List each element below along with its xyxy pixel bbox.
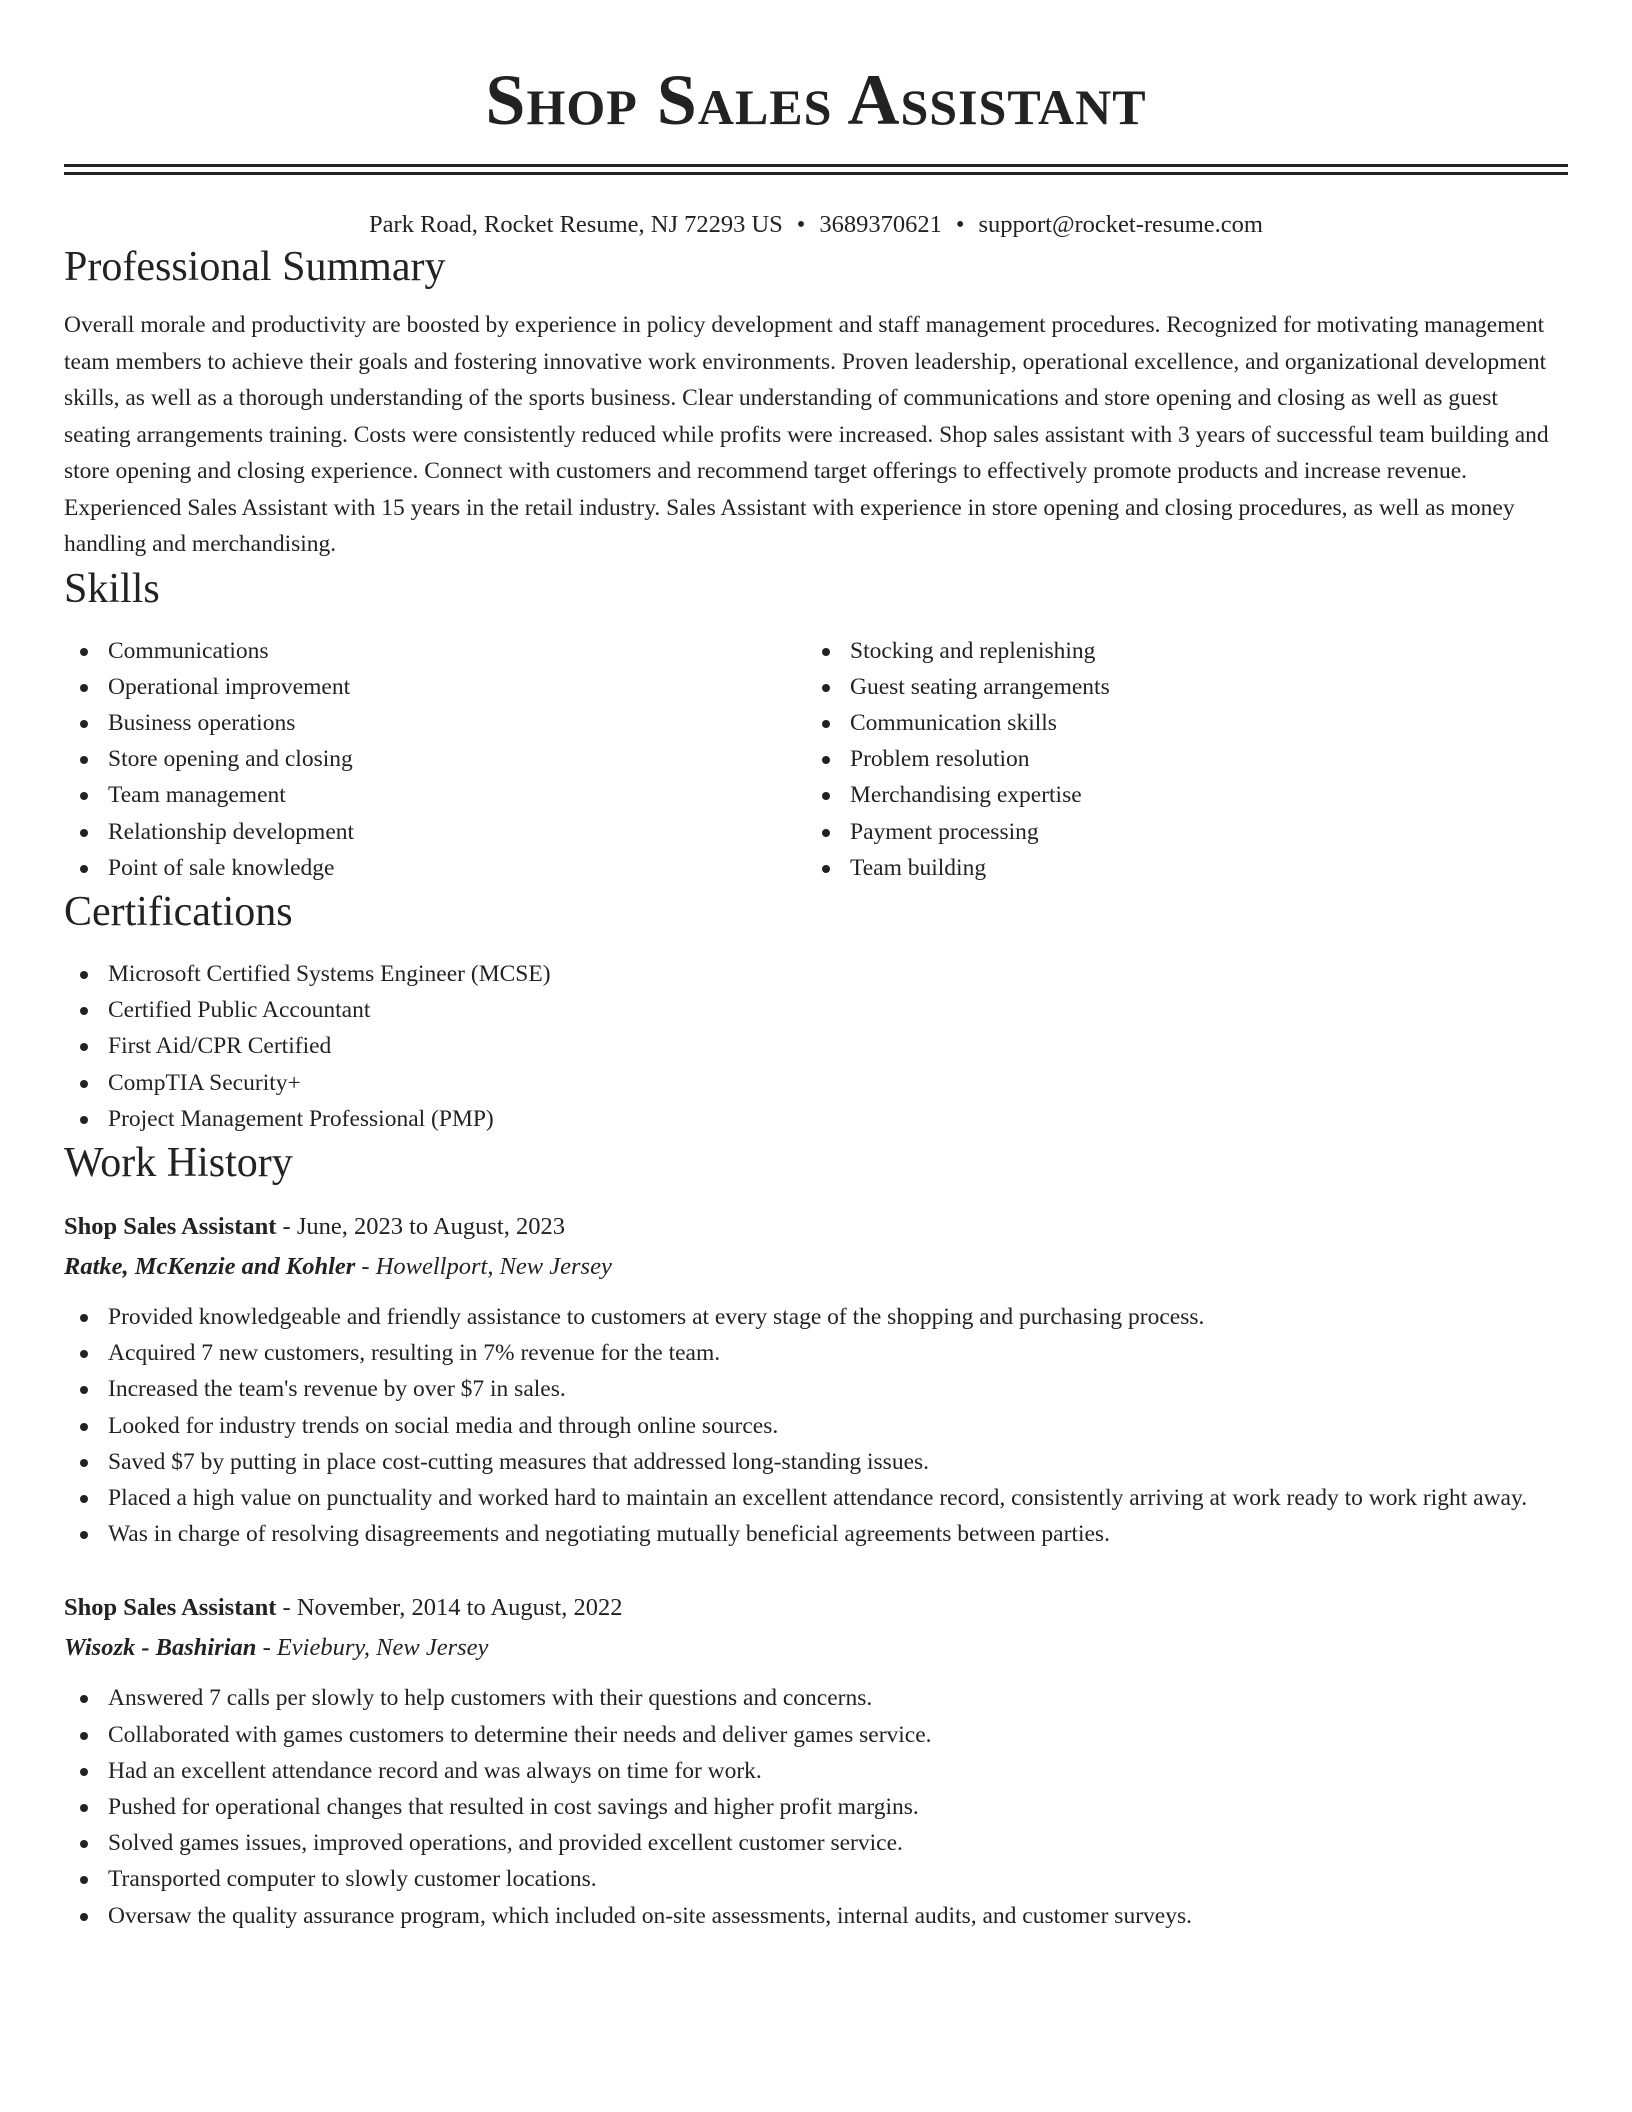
- skills-column-right: [806, 633, 1548, 886]
- job-duty-item: Saved $7 by putting in place cost-cutting measures that addressed long-standing issues.: [64, 1444, 1568, 1480]
- skills-heading: Skills: [64, 565, 160, 612]
- job-duty-item: Transported computer to slowly customer locations.: [64, 1861, 1568, 1897]
- certification-item: Microsoft Certified Systems Engineer (MCSE): [64, 956, 1568, 992]
- job-duty-item: Provided knowledgeable and friendly assistance to customers at every stage of the shopping and purchasing process.: [64, 1299, 1568, 1335]
- contact-line: [64, 209, 1568, 241]
- certification-item: Project Management Professional (PMP): [64, 1101, 1568, 1137]
- job-title-line: [64, 1588, 1568, 1628]
- skill-item: Communication skills: [806, 705, 1548, 741]
- skill-item: Stocking and replenishing: [806, 633, 1548, 669]
- skill-item: Business operations: [64, 705, 806, 741]
- employer-line: [64, 1247, 1568, 1287]
- job-duty-item: Was in charge of resolving disagreements and negotiating mutually beneficial agreements between parties.: [64, 1516, 1568, 1552]
- skills-list-right: [806, 633, 1548, 886]
- skills-grid: [64, 633, 1568, 886]
- job-title: Shop Sales Assistant: [64, 1594, 277, 1622]
- skill-item: Team management: [64, 777, 806, 813]
- job-duties-list: [64, 1680, 1568, 1933]
- job-dates: - June, 2023 to August, 2023: [276, 1212, 565, 1240]
- skill-item: Team building: [806, 850, 1548, 886]
- job-duty-item: Increased the team's revenue by over $7 in sales.: [64, 1371, 1568, 1407]
- skill-item: Point of sale knowledge: [64, 850, 806, 886]
- skill-item: Operational improvement: [64, 669, 806, 705]
- skill-item: Store opening and closing: [64, 741, 806, 777]
- contact-email: support@rocket-resume.com: [978, 211, 1263, 238]
- employer-name: Ratke, McKenzie and Kohler: [64, 1252, 356, 1280]
- employer-name: Wisozk - Bashirian: [64, 1634, 257, 1662]
- skills-column-left: [64, 633, 806, 886]
- employer-location: - Howellport, New Jersey: [355, 1252, 612, 1280]
- contact-separator: •: [955, 211, 965, 238]
- skills-list-left: [64, 633, 806, 886]
- job-duty-item: Solved games issues, improved operations, and provided excellent customer service.: [64, 1825, 1568, 1861]
- job-duty-item: Pushed for operational changes that resulted in cost savings and higher profit margins.: [64, 1789, 1568, 1825]
- contact-phone: 3689370621: [819, 211, 942, 238]
- contact-separator: •: [796, 211, 806, 238]
- skill-item: Problem resolution: [806, 741, 1548, 777]
- certifications-heading: Certifications: [64, 888, 293, 935]
- job-duty-item: Acquired 7 new customers, resulting in 7% revenue for the team.: [64, 1335, 1568, 1371]
- skill-item: Merchandising expertise: [806, 777, 1548, 813]
- job-dates: - November, 2014 to August, 2022: [276, 1594, 623, 1622]
- job-duty-item: Placed a high value on punctuality and worked hard to maintain an excellent attendance record, consistently arriving at work ready to work right away.: [64, 1480, 1568, 1516]
- employer-location: - Eviebury, New Jersey: [256, 1634, 489, 1662]
- certification-item: Certified Public Accountant: [64, 992, 1568, 1028]
- summary-heading: Professional Summary: [64, 244, 446, 290]
- summary-text: Overall morale and productivity are boosted by experience in policy development and staff management procedures. Recognized for motivating management team members to achieve their goals and fostering innovative work environments. Proven leadership, operational excellence, and organizational development skills, as well as a thorough understanding of the sports business. Clear understanding of communications and store opening and closing as well as guest seating arrangements training. Costs were consistently reduced while profits were increased. Shop sales assistant with 3 years of successful team building and store opening and closing experience. Connect with customers and recommend target offerings to effectively promote products and increase revenue. Experienced Sales Assistant with 15 years in the retail industry. Sales Assistant with experience in store opening and closing procedures, as well as money handling and merchandising.: [64, 312, 1549, 557]
- job-entry: [64, 1588, 1568, 1933]
- job-duty-item: Looked for industry trends on social media and through online sources.: [64, 1408, 1568, 1444]
- certifications-list: [64, 956, 1568, 1137]
- skill-item: Communications: [64, 633, 806, 669]
- job-duty-item: Collaborated with games customers to determine their needs and deliver games service.: [64, 1717, 1568, 1753]
- job-entry: [64, 1207, 1568, 1552]
- certification-item: First Aid/CPR Certified: [64, 1028, 1568, 1064]
- job-duties-list: [64, 1299, 1568, 1552]
- skill-item: Guest seating arrangements: [806, 669, 1548, 705]
- resume-title: Shop Sales Assistant: [485, 60, 1147, 140]
- employer-line: [64, 1628, 1568, 1668]
- skill-item: Payment processing: [806, 814, 1548, 850]
- certification-item: CompTIA Security+: [64, 1065, 1568, 1101]
- job-title-line: [64, 1207, 1568, 1247]
- skill-item: Relationship development: [64, 814, 806, 850]
- work-history-heading: Work History: [64, 1139, 293, 1186]
- title-divider: [64, 164, 1568, 175]
- contact-address: Park Road, Rocket Resume, NJ 72293 US: [369, 211, 783, 238]
- job-title: Shop Sales Assistant: [64, 1212, 277, 1240]
- job-duty-item: Oversaw the quality assurance program, which included on-site assessments, internal audits, and customer surveys.: [64, 1898, 1568, 1934]
- job-duty-item: Had an excellent attendance record and was always on time for work.: [64, 1753, 1568, 1789]
- job-duty-item: Answered 7 calls per slowly to help customers with their questions and concerns.: [64, 1680, 1568, 1716]
